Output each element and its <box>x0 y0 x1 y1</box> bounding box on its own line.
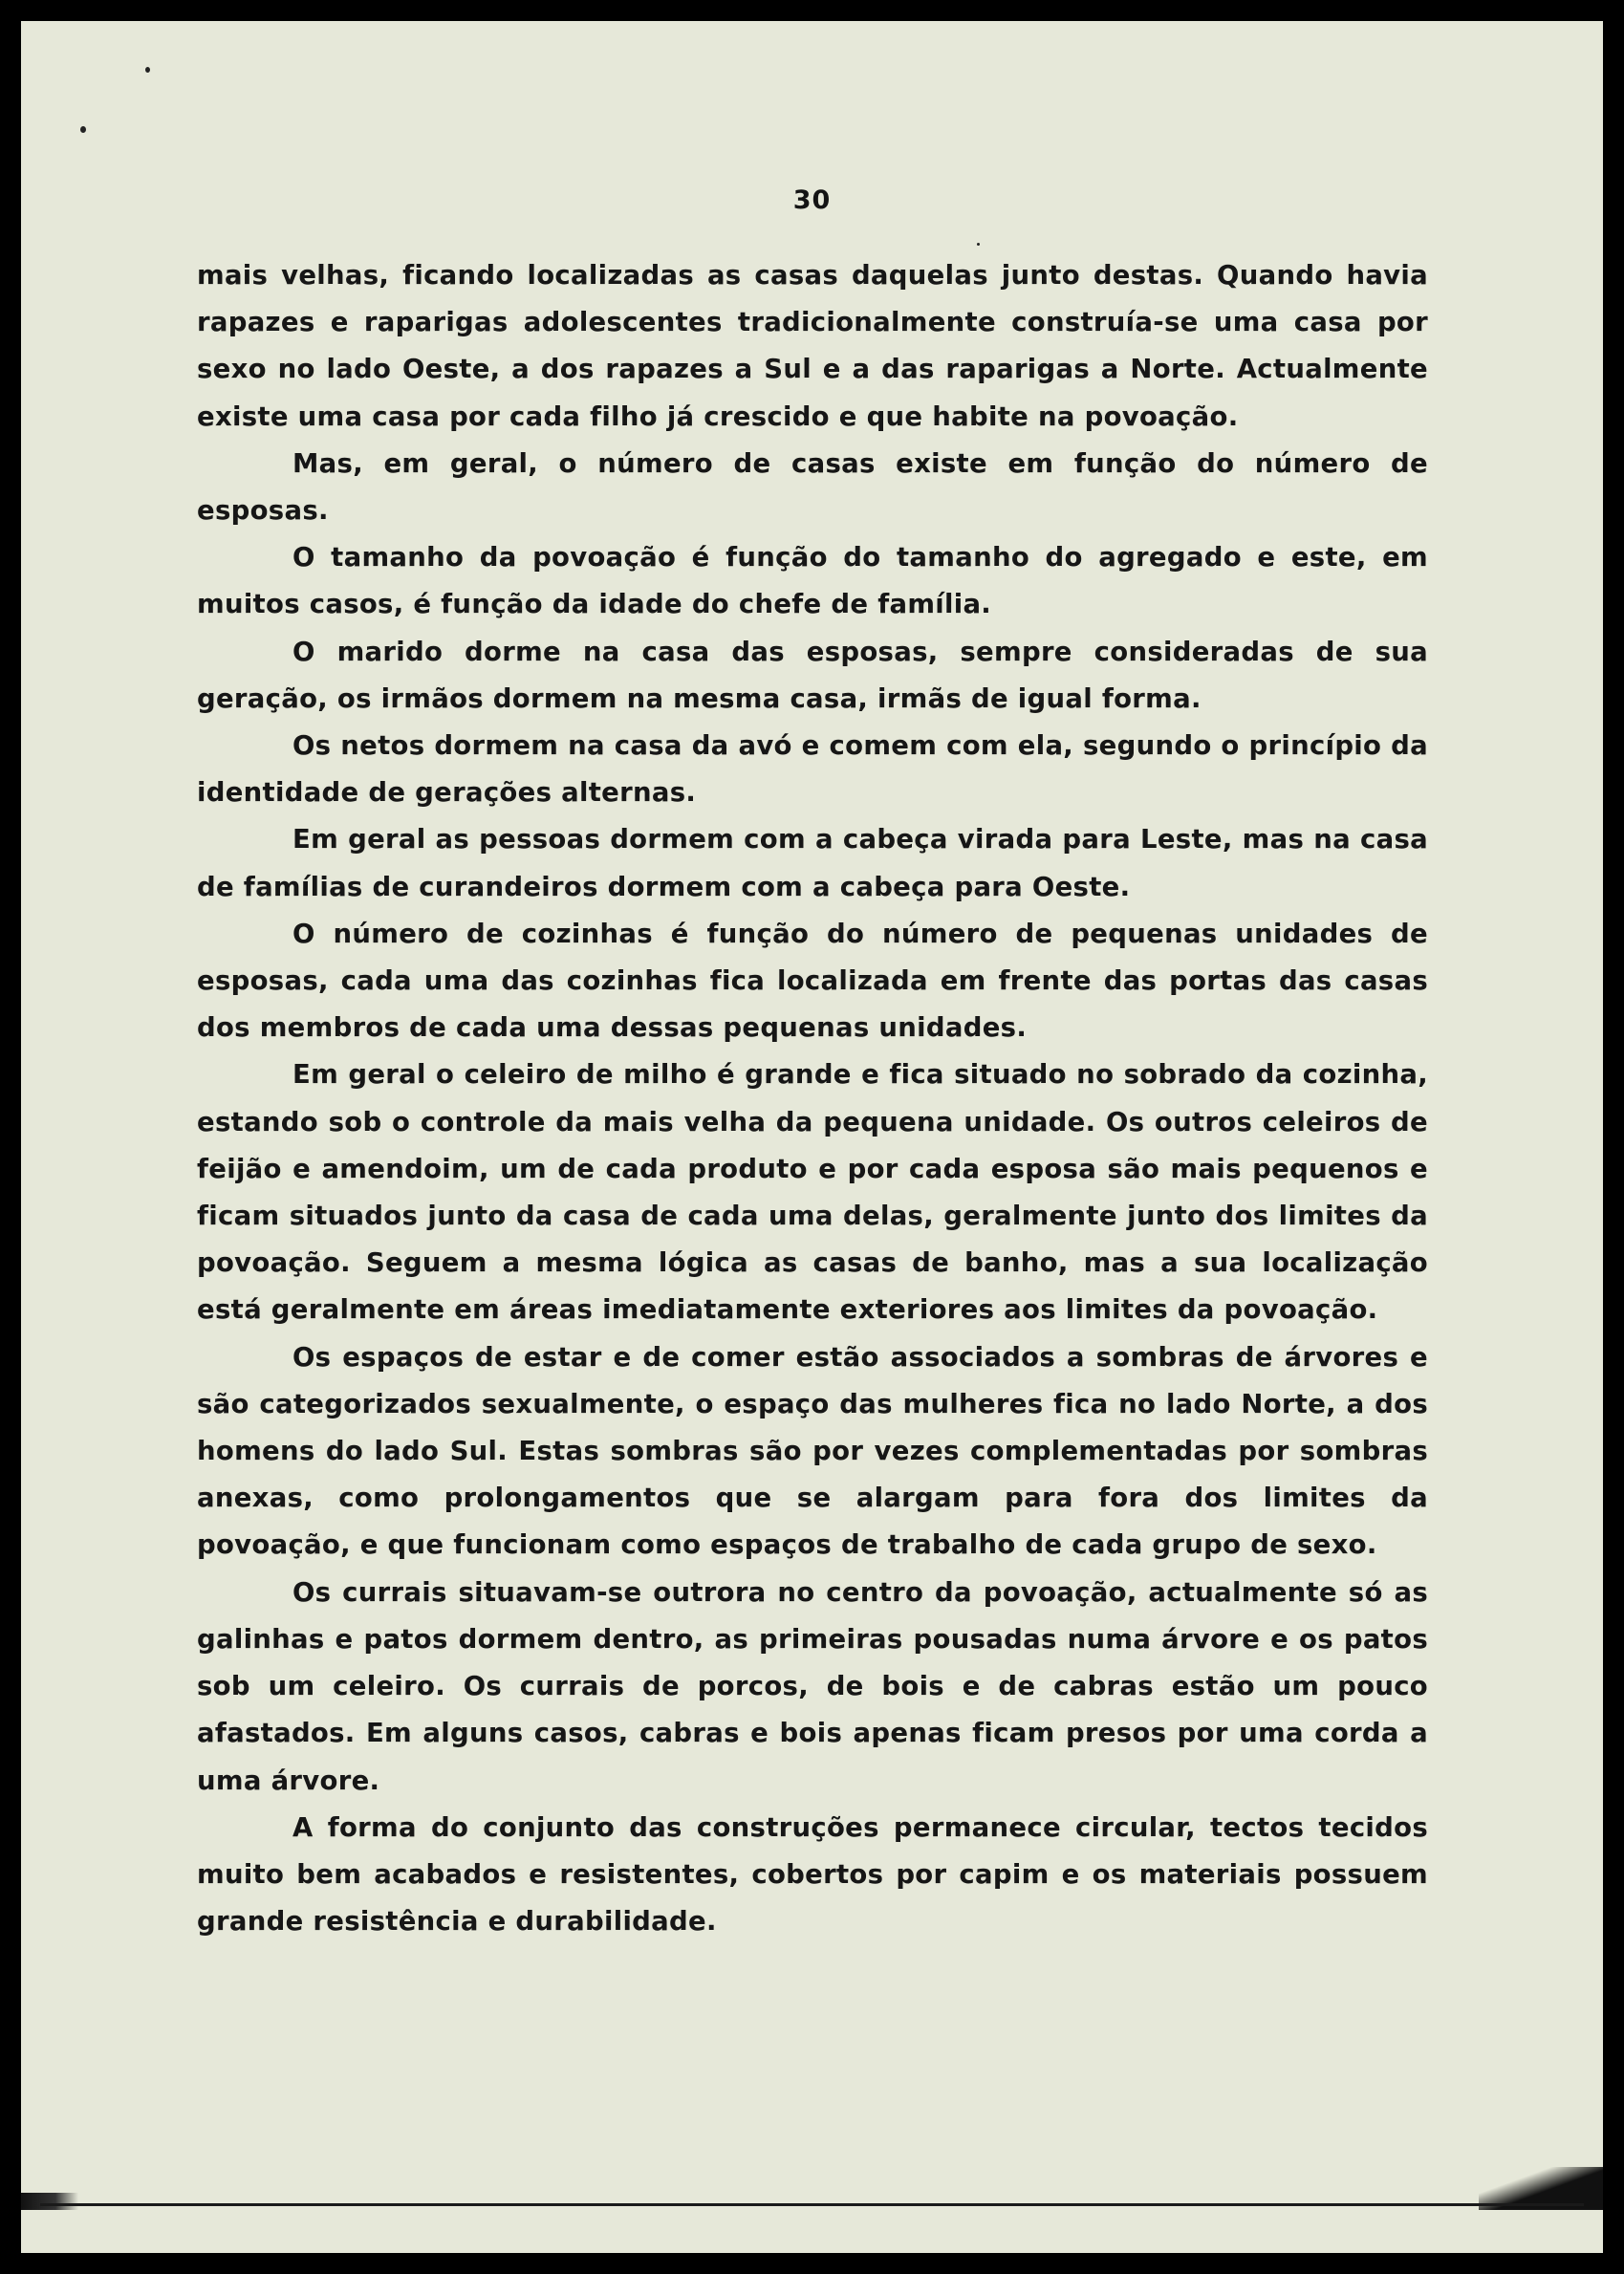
paragraph: Os espaços de estar e de comer estão associados a sombras de árvores e são categorizados sexualmente, o espaço das mulheres fica no lado Norte, a dos homens do lado Sul. Estas sombras são por vezes complementadas por sombras anexas, como prolongamentos que se alargam para fora dos limites da povoação, e que funcionam como espaços de trabalho de cada grupo de sexo. <box>197 1341 1428 1561</box>
paragraph: O número de cozinhas é função do número de pequenas unidades de esposas, cada uma das cozinhas fica localizada em frente das portas das casas dos membros de cada uma dessas pequenas unidades. <box>197 918 1428 1044</box>
paragraph: Mas, em geral, o número de casas existe em função do número de esposas. <box>197 447 1428 527</box>
scan-speck <box>80 126 86 133</box>
scan-speck <box>977 243 980 246</box>
document-page <box>21 21 1603 2253</box>
paragraph: Em geral o celeiro de milho é grande e fica situado no sobrado da cozinha, estando sob o controle da mais velha da pequena unidade. Os outros celeiros de feijão e amendoim, um de cada produto e por cada esposa são mais pequenos e ficam situados junto da casa de cada uma delas, geralmente junto dos limites da povoação. Seguem a mesma lógica as casas de banho, mas a sua localização está geralmente em áreas imediatamente exteriores aos limites da povoação. <box>197 1059 1428 1326</box>
paragraph: O marido dorme na casa das esposas, sempre consideradas de sua geração, os irmãos dormem na mesma casa, irmãs de igual forma. <box>197 636 1428 714</box>
paragraph: Os currais situavam-se outrora no centro da povoação, actualmente só as galinhas e patos dormem dentro, as primeiras pousadas numa árvore e os patos sob um celeiro. Os currais de porcos, de bois e de cabras estão um pouco afastados. Em alguns casos, cabras e bois apenas ficam presos por uma corda a uma árvore. <box>197 1576 1428 1796</box>
paragraph: mais velhas, ficando localizadas as casas daquelas junto destas. Quando havia rapazes e raparigas adolescentes tradicionalmente construía-se uma casa por sexo no lado Oeste, a dos rapazes a Sul e a das raparigas a Norte. Actualmente existe uma casa por cada filho já crescido e que habite na povoação. <box>197 260 1428 432</box>
page-number: 30 <box>792 185 832 215</box>
bottom-edge-line <box>40 2203 1584 2206</box>
scan-edge-smudge <box>21 2193 78 2210</box>
paragraph: A forma do conjunto das construções permanece circular, tectos tecidos muito bem acabados e resistentes, cobertos por capim e os materiais possuem grande resistência e durabilidade. <box>197 1811 1428 1938</box>
scan-speck <box>145 67 150 73</box>
paragraph: Os netos dormem na casa da avó e comem com ela, segundo o princípio da identidade de gerações alternas. <box>197 730 1428 809</box>
body-text <box>197 252 1428 1945</box>
paragraph: Em geral as pessoas dormem com a cabeça virada para Leste, mas na casa de famílias de curandeiros dormem com a cabeça para Oeste. <box>197 824 1428 902</box>
paragraph: O tamanho da povoação é função do tamanho do agregado e este, em muitos casos, é função da idade do chefe de família. <box>197 542 1428 620</box>
